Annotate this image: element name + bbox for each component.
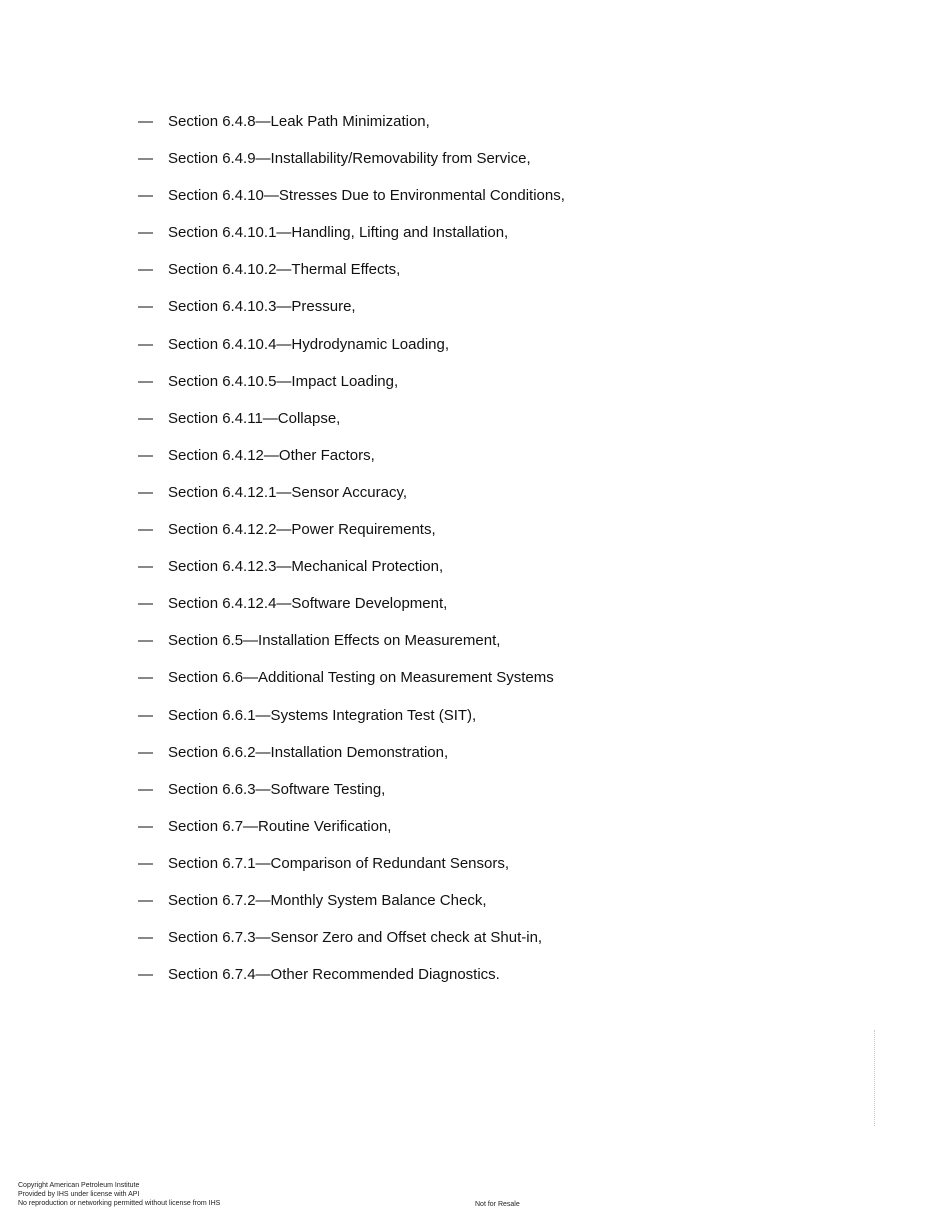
list-dash: — xyxy=(138,187,153,205)
list-item-text: Section 6.4.12.3—Mechanical Protection, xyxy=(168,558,444,576)
list-item xyxy=(138,928,565,965)
list-item xyxy=(138,706,565,743)
list-dash: — xyxy=(138,521,153,539)
list-dash: — xyxy=(138,854,153,872)
list-dash: — xyxy=(138,409,153,427)
list-item-text: Section 6.4.9—Installability/Removability from Service, xyxy=(168,150,531,168)
list-item-text: Section 6.4.12.1—Sensor Accuracy, xyxy=(168,483,408,501)
margin-dotted-mark xyxy=(874,1030,880,1126)
list-dash: — xyxy=(138,113,153,130)
list-item-text: Section 6.7—Routine Verification, xyxy=(168,817,392,835)
list-dash: — xyxy=(138,298,153,316)
list-item-text: Section 6.4.10.5—Impact Loading, xyxy=(168,372,399,390)
list-item xyxy=(138,557,565,594)
list-dash: — xyxy=(138,966,153,984)
list-dash: — xyxy=(138,224,153,242)
list-item xyxy=(138,817,565,854)
list-dash: — xyxy=(138,446,153,464)
list-item-text: Section 6.4.10—Stresses Due to Environmental Conditions, xyxy=(168,187,565,205)
not-for-resale-label: Not for Resale xyxy=(475,1201,520,1208)
list-dash: — xyxy=(138,595,153,613)
list-item-text: Section 6.4.12.2—Power Requirements, xyxy=(168,521,436,539)
license-line: Provided by IHS under license with API xyxy=(18,1191,140,1198)
list-item-text: Section 6.4.8—Leak Path Minimization, xyxy=(168,113,430,130)
list-dash: — xyxy=(138,780,153,798)
list-item xyxy=(138,186,565,223)
list-item-text: Section 6.5—Installation Effects on Measurement, xyxy=(168,632,501,650)
list-item xyxy=(138,446,565,483)
list-item xyxy=(138,668,565,705)
list-item-text: Section 6.7.4—Other Recommended Diagnostics. xyxy=(168,966,500,984)
list-item xyxy=(138,335,565,372)
list-item-text: Section 6.7.2—Monthly System Balance Check, xyxy=(168,891,487,909)
list-item xyxy=(138,149,565,186)
list-dash: — xyxy=(138,743,153,761)
list-item-text: Section 6.6.3—Software Testing, xyxy=(168,780,386,798)
list-item-text: Section 6.6.1—Systems Integration Test (SIT), xyxy=(168,706,477,724)
list-item xyxy=(138,780,565,817)
list-dash: — xyxy=(138,817,153,835)
list-item xyxy=(138,297,565,334)
list-item-text: Section 6.4.10.3—Pressure, xyxy=(168,298,356,316)
list-dash: — xyxy=(138,929,153,947)
list-dash: — xyxy=(138,483,153,501)
list-item xyxy=(138,594,565,631)
list-dash: — xyxy=(138,335,153,353)
list-item xyxy=(138,409,565,446)
list-dash: — xyxy=(138,150,153,168)
list-dash: — xyxy=(138,632,153,650)
section-list xyxy=(138,112,565,1002)
list-item xyxy=(138,483,565,520)
list-dash: — xyxy=(138,706,153,724)
list-item xyxy=(138,260,565,297)
list-item-text: Section 6.4.12—Other Factors, xyxy=(168,446,375,464)
list-item xyxy=(138,891,565,928)
list-item-text: Section 6.6.2—Installation Demonstration, xyxy=(168,743,449,761)
list-dash: — xyxy=(138,669,153,687)
list-item xyxy=(138,112,565,149)
list-item xyxy=(138,854,565,891)
list-item-text: Section 6.4.12.4—Software Development, xyxy=(168,595,448,613)
list-dash: — xyxy=(138,261,153,279)
list-item xyxy=(138,372,565,409)
list-dash: — xyxy=(138,372,153,390)
list-item-text: Section 6.6—Additional Testing on Measurement Systems xyxy=(168,669,554,687)
list-item-text: Section 6.4.10.4—Hydrodynamic Loading, xyxy=(168,335,450,353)
list-item-text: Section 6.4.10.2—Thermal Effects, xyxy=(168,261,401,279)
list-dash: — xyxy=(138,891,153,909)
list-item-text: Section 6.7.3—Sensor Zero and Offset check at Shut-in, xyxy=(168,929,543,947)
copyright-footer xyxy=(18,1181,220,1208)
list-dash: — xyxy=(138,558,153,576)
list-item-text: Section 6.4.11—Collapse, xyxy=(168,409,341,427)
list-item xyxy=(138,965,565,1002)
copyright-line: Copyright American Petroleum Institute xyxy=(18,1182,140,1189)
list-item-text: Section 6.7.1—Comparison of Redundant Sensors, xyxy=(168,854,510,872)
reproduction-line: No reproduction or networking permitted without license from IHS xyxy=(18,1200,221,1207)
list-item-text: Section 6.4.10.1—Handling, Lifting and Installation, xyxy=(168,224,509,242)
list-item xyxy=(138,223,565,260)
list-item xyxy=(138,631,565,668)
list-item xyxy=(138,743,565,780)
list-item xyxy=(138,520,565,557)
